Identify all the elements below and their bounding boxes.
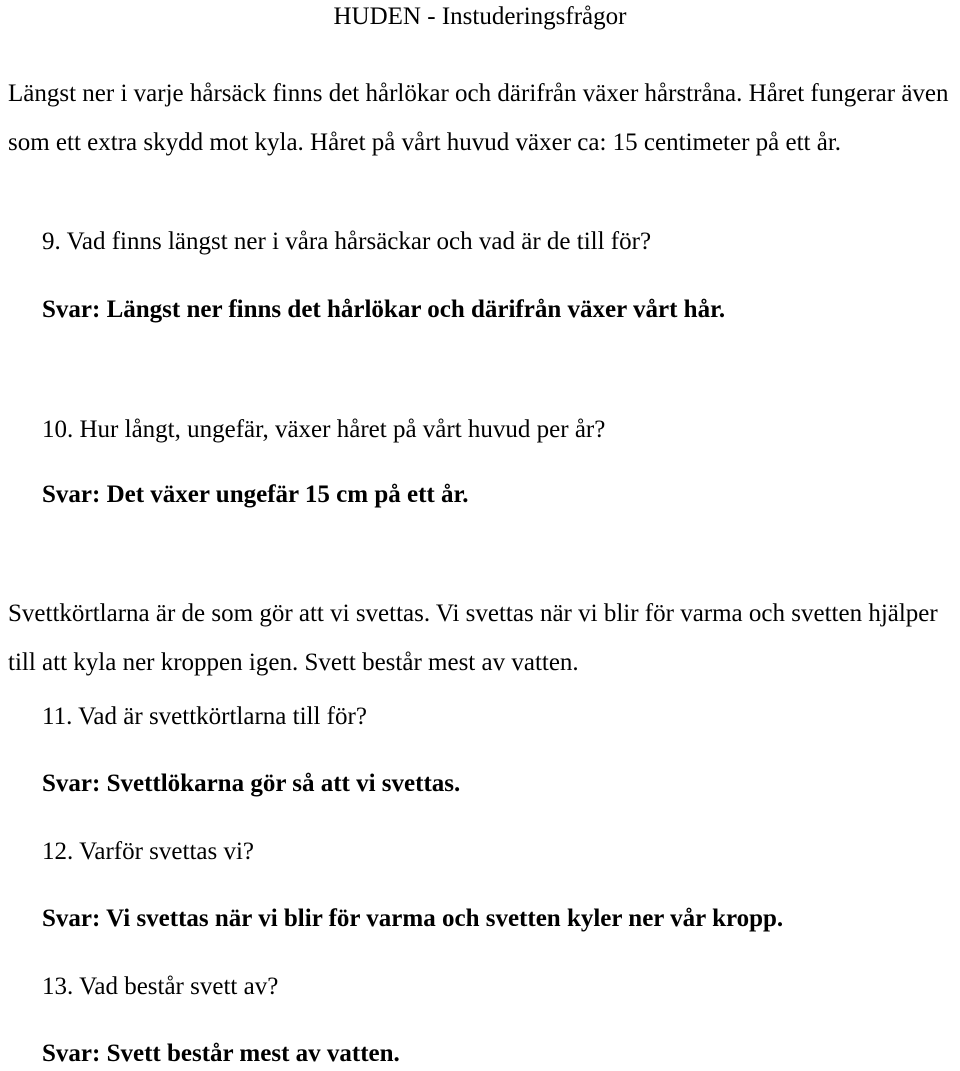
question-13 — [42, 970, 278, 1004]
question-10 — [42, 413, 605, 447]
question-text: Varför svettas vi? — [79, 838, 255, 865]
question-number: 11. — [42, 703, 73, 730]
question-number: 13. — [42, 973, 74, 1000]
answer-11: Svar: Svettlökarna gör så att vi svettas. — [42, 770, 461, 797]
question-number: 10. — [42, 416, 74, 443]
answer-12: Svar: Vi svettas när vi blir för varma och svetten kyler ner vår kropp. — [42, 905, 784, 932]
question-9 — [42, 225, 651, 259]
answer-9: Svar: Längst ner finns det hårlökar och därifrån växer vårt hår. — [42, 296, 726, 323]
intro-hair-paragraph: Längst ner i varje hårsäck finns det hårlökar och därifrån växer hårstråna. Håret fungerar även som ett extra skydd mot kyla. Håret på vårt huvud växer ca: 15 centimeter på ett år. — [8, 80, 949, 156]
question-12 — [42, 835, 254, 869]
page-header: HUDEN - Instuderingsfrågor — [333, 3, 627, 30]
answer-13: Svar: Svett består mest av vatten. — [42, 1040, 400, 1067]
question-number: 12. — [42, 838, 74, 865]
answer-10: Svar: Det växer ungefär 15 cm på ett år. — [42, 481, 469, 508]
question-text: Vad består svett av? — [79, 973, 279, 1000]
question-text: Vad finns längst ner i våra hårsäckar och vad är de till för? — [66, 228, 652, 255]
question-text: Vad är svettkörtlarna till för? — [78, 703, 367, 730]
question-text: Hur långt, ungefär, växer håret på vårt huvud per år? — [79, 416, 606, 443]
question-11 — [42, 700, 367, 734]
intro-sweat-paragraph: Svettkörtlarna är de som gör att vi svettas. Vi svettas när vi blir för varma och svetten hjälper till att kyla ner kroppen igen. Svett består mest av vatten. — [8, 600, 938, 676]
question-number: 9. — [42, 228, 61, 255]
